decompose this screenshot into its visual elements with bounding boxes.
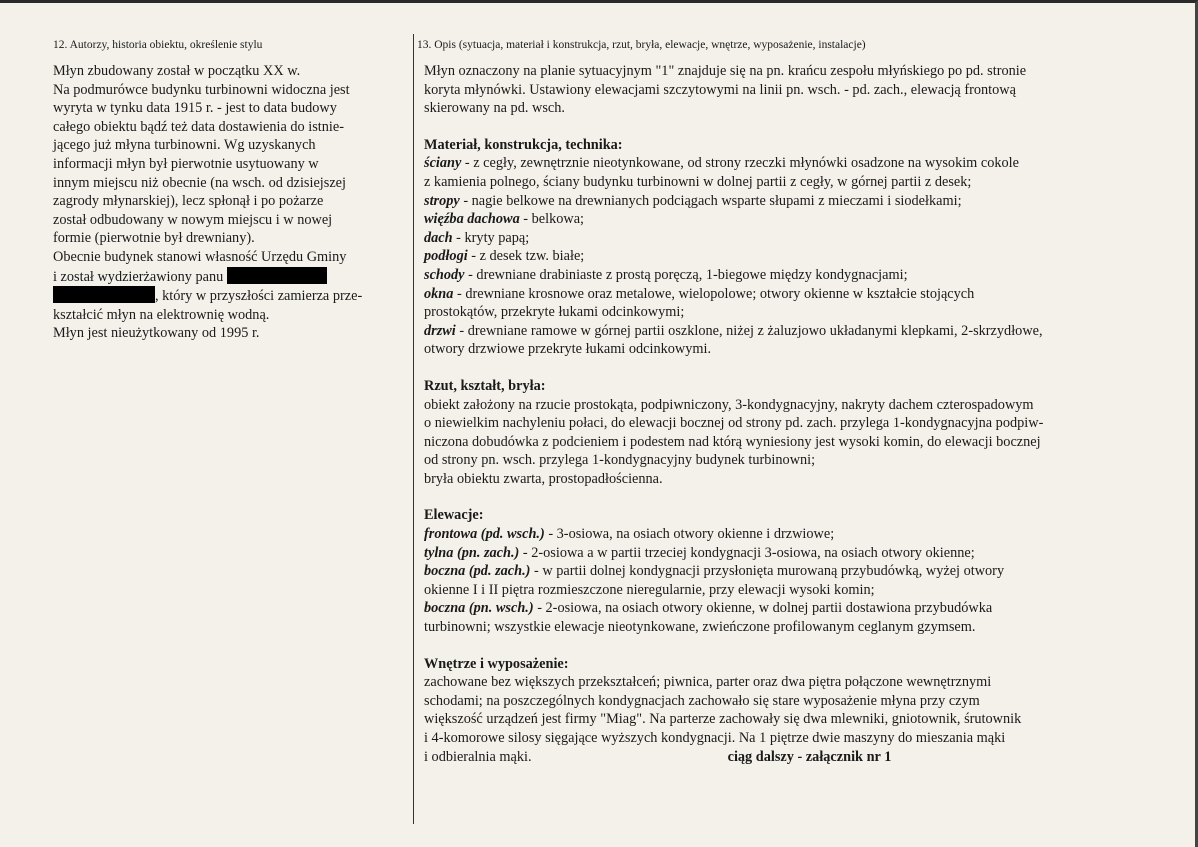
wnetrze-text — [424, 673, 1164, 747]
material-item — [424, 266, 1164, 285]
elewacja-item — [424, 525, 1164, 544]
history-line: Młyn zbudowany został w początku XX w. — [53, 63, 301, 79]
history-text — [53, 62, 405, 267]
history-line: kształcić młyn na elektrownię wodną. — [53, 306, 270, 323]
history-line: został odbudowany w nowym miejscu i w nowej — [53, 211, 333, 228]
material-item — [424, 303, 1164, 322]
item-term: dach — [424, 229, 453, 246]
material-item — [424, 340, 1164, 359]
wnetrze-line: zachowane bez większych przekształceń; piwnica, parter oraz dwa piętra połączone wewnętrznymi — [424, 674, 992, 691]
rzut-line: niczona dobudówka z podcieniem i podestem nad którą wyniesiony jest wysoki komin, do elewacji bocznej — [424, 433, 1041, 450]
section-13-header: 13. Opis (sytuacja, materiał i konstrukcja, rzut, bryła, elewacje, wnętrze, wyposażenie, instalacje) — [417, 39, 866, 51]
item-term: tylna (pn. zach.) — [424, 544, 520, 561]
item-term: frontowa (pd. wsch.) — [424, 526, 545, 543]
material-item — [424, 192, 1164, 211]
item-term: ściany — [424, 155, 462, 172]
wnetrze-line: większość urządzeń jest firmy "Miag". Na parterze zachowały się dwa mlewniki, gniotownik, śrutownik — [424, 711, 1022, 728]
material-item — [424, 247, 1164, 266]
elewacja-item — [424, 599, 1164, 618]
item-text: prostokątów, przekryte łukami odcinkowymi; — [424, 304, 685, 321]
elewacje-list — [424, 525, 1164, 637]
history-line: Na podmurówce budynku turbinowni widoczna jest — [53, 81, 350, 98]
intro-line: skierowany na pd. wsch. — [424, 100, 565, 117]
elewacje-title: Elewacje: — [424, 507, 484, 524]
rzut-line: o niewielkim nachyleniu połaci, do elewacji bocznej od strony pd. zach. przylega 1-kondygnacyjna podpiw- — [424, 415, 1044, 432]
history-text-tail — [53, 306, 405, 343]
redaction-box — [53, 286, 155, 303]
item-term: więźba dachowa — [424, 211, 520, 228]
item-term: drzwi — [424, 322, 456, 339]
material-item — [424, 210, 1164, 229]
continuation-note: ciąg dalszy - załącznik nr 1 — [727, 748, 892, 765]
description-intro — [424, 62, 1164, 118]
wnetrze-line-text: i odbieralnia mąki. — [424, 748, 532, 765]
item-text: otwory drzwiowe przekryte łukami odcinkowymi. — [424, 341, 712, 358]
item-term: stropy — [424, 192, 460, 209]
material-item — [424, 173, 1164, 192]
right-column — [417, 38, 1164, 766]
section-12-header: 12. Autorzy, historia obiektu, określenie stylu — [53, 39, 263, 51]
item-text: - belkowa; — [519, 211, 585, 228]
item-text: - z desek tzw. białe; — [467, 248, 585, 265]
history-line: całego obiektu bądź też data dostawienia do istnie- — [53, 118, 344, 135]
history-line-text: i został wydzierżawiony panu — [53, 268, 224, 285]
item-text: - drewniane krosnowe oraz metalowe, wielopolowe; otwory okienne w kształcie stojących — [453, 285, 975, 302]
rzut-title: Rzut, kształt, bryła: — [424, 377, 546, 394]
history-line: innym miejscu niż obecnie (na wsch. od dzisiejszej — [53, 174, 347, 191]
intro-line: Młyn oznaczony na planie sytuacyjnym "1" znajduje się na pn. krańcu zespołu młyńskiego po pd. stronie — [424, 63, 1027, 79]
item-text: - z cegły, zewnętrznie nieotynkowane, od strony rzeczki młynówki osadzone na wysokim cokole — [461, 155, 1019, 172]
item-term: boczna (pn. wsch.) — [424, 600, 534, 617]
history-line: jącego już młyna turbinowni. Wg uzyskanych — [53, 137, 316, 154]
item-text: - w partii dolnej kondygnacji przysłonięta murowaną przybudówką, wyżej otwory — [530, 563, 1005, 580]
wnetrze-line: i 4-komorowe silosy sięgające wyższych kondygnacji. Na 1 piętrze dwie maszyny do mieszania mąki — [424, 730, 1006, 746]
history-line: informacji młyn był pierwotnie usytuowany w — [53, 155, 319, 172]
item-text: - nagie belkowe na drewnianych podciągach wsparte słupami z mieczami i siodełkami; — [459, 192, 962, 209]
rzut-text — [424, 396, 1164, 489]
history-line: wyryta w tynku data 1915 r. - jest to data budowy — [53, 100, 337, 117]
item-text: - drewniane drabiniaste z prostą poręczą, 1-biegowe między kondygnacjami; — [464, 266, 908, 283]
rzut-line: bryła obiektu zwarta, prostopadłościenna. — [424, 470, 663, 487]
history-line — [53, 286, 405, 306]
history-line: Młyn jest nieużytkowany od 1995 r. — [53, 325, 260, 342]
item-text: turbinowni; wszystkie elewacje nieotynkowane, zwieńczone profilowanym ceglanym gzymsem. — [424, 619, 976, 636]
elewacja-item — [424, 562, 1164, 581]
item-term: okna — [424, 285, 454, 302]
item-text: - 2-osiowa a w partii trzeciej kondygnacji 3-osiowa, na osiach otwory okienne; — [519, 544, 975, 561]
elewacja-item — [424, 581, 1164, 600]
redaction-box — [227, 267, 327, 284]
item-term: boczna (pd. zach.) — [424, 563, 531, 580]
item-term: schody — [424, 266, 465, 283]
item-text: - 2-osiowa, na osiach otwory okienne, w dolnej partii dostawiona przybudówka — [533, 600, 993, 617]
history-line: Obecnie budynek stanowi własność Urzędu Gminy — [53, 248, 347, 265]
item-term: podłogi — [424, 248, 468, 265]
wnetrze-title: Wnętrze i wyposażenie: — [424, 655, 569, 672]
history-line — [53, 267, 405, 287]
rzut-line: od strony pn. wsch. przylega 1-kondygnacyjny budynek turbinowni; — [424, 452, 816, 469]
history-line: zagrody młynarskiej), lecz spłonął i po pożarze — [53, 193, 324, 210]
rzut-line: obiekt założony na rzucie prostokąta, podpiwniczony, 3-kondygnacyjny, nakryty dachem czterospadowym — [424, 396, 1034, 413]
material-item — [424, 285, 1164, 304]
history-line: formie (pierwotnie był drewniany). — [53, 230, 255, 247]
wnetrze-line: schodami; na poszczególnych kondygnacjach zachowało się stare wyposażenie młyna przy czym — [424, 692, 980, 709]
column-divider — [413, 34, 414, 824]
material-item — [424, 229, 1164, 248]
elewacja-item — [424, 544, 1164, 563]
item-text: - kryty papą; — [452, 229, 530, 246]
intro-line: koryta młynówki. Ustawiony elewacjami szczytowymi na linii pn. wsch. - pd. zach., elewacją frontową — [424, 81, 1016, 98]
material-list — [424, 154, 1164, 359]
item-text: okienne I i II piętra rozmieszczone nieregularnie, przy elewacji wysoki komin; — [424, 581, 875, 598]
material-item — [424, 154, 1164, 173]
elewacja-item — [424, 618, 1164, 637]
item-text: z kamienia polnego, ściany budynku turbinowni w dolnej partii z cegły, w górnej partii z desek; — [424, 173, 972, 190]
item-text: - 3-osiowa, na osiach otwory okienne i drzwiowe; — [544, 526, 835, 543]
material-item — [424, 322, 1164, 341]
history-line-text: , który w przyszłości zamierza prze- — [155, 288, 363, 305]
material-title: Materiał, konstrukcja, technika: — [424, 136, 623, 153]
item-text: - drewniane ramowe w górnej partii oszklone, niżej z żaluzjowo układanymi klepkami, 2-skrzydłowe, — [455, 322, 1043, 339]
left-column — [53, 38, 405, 343]
wnetrze-last-line — [424, 748, 1164, 767]
